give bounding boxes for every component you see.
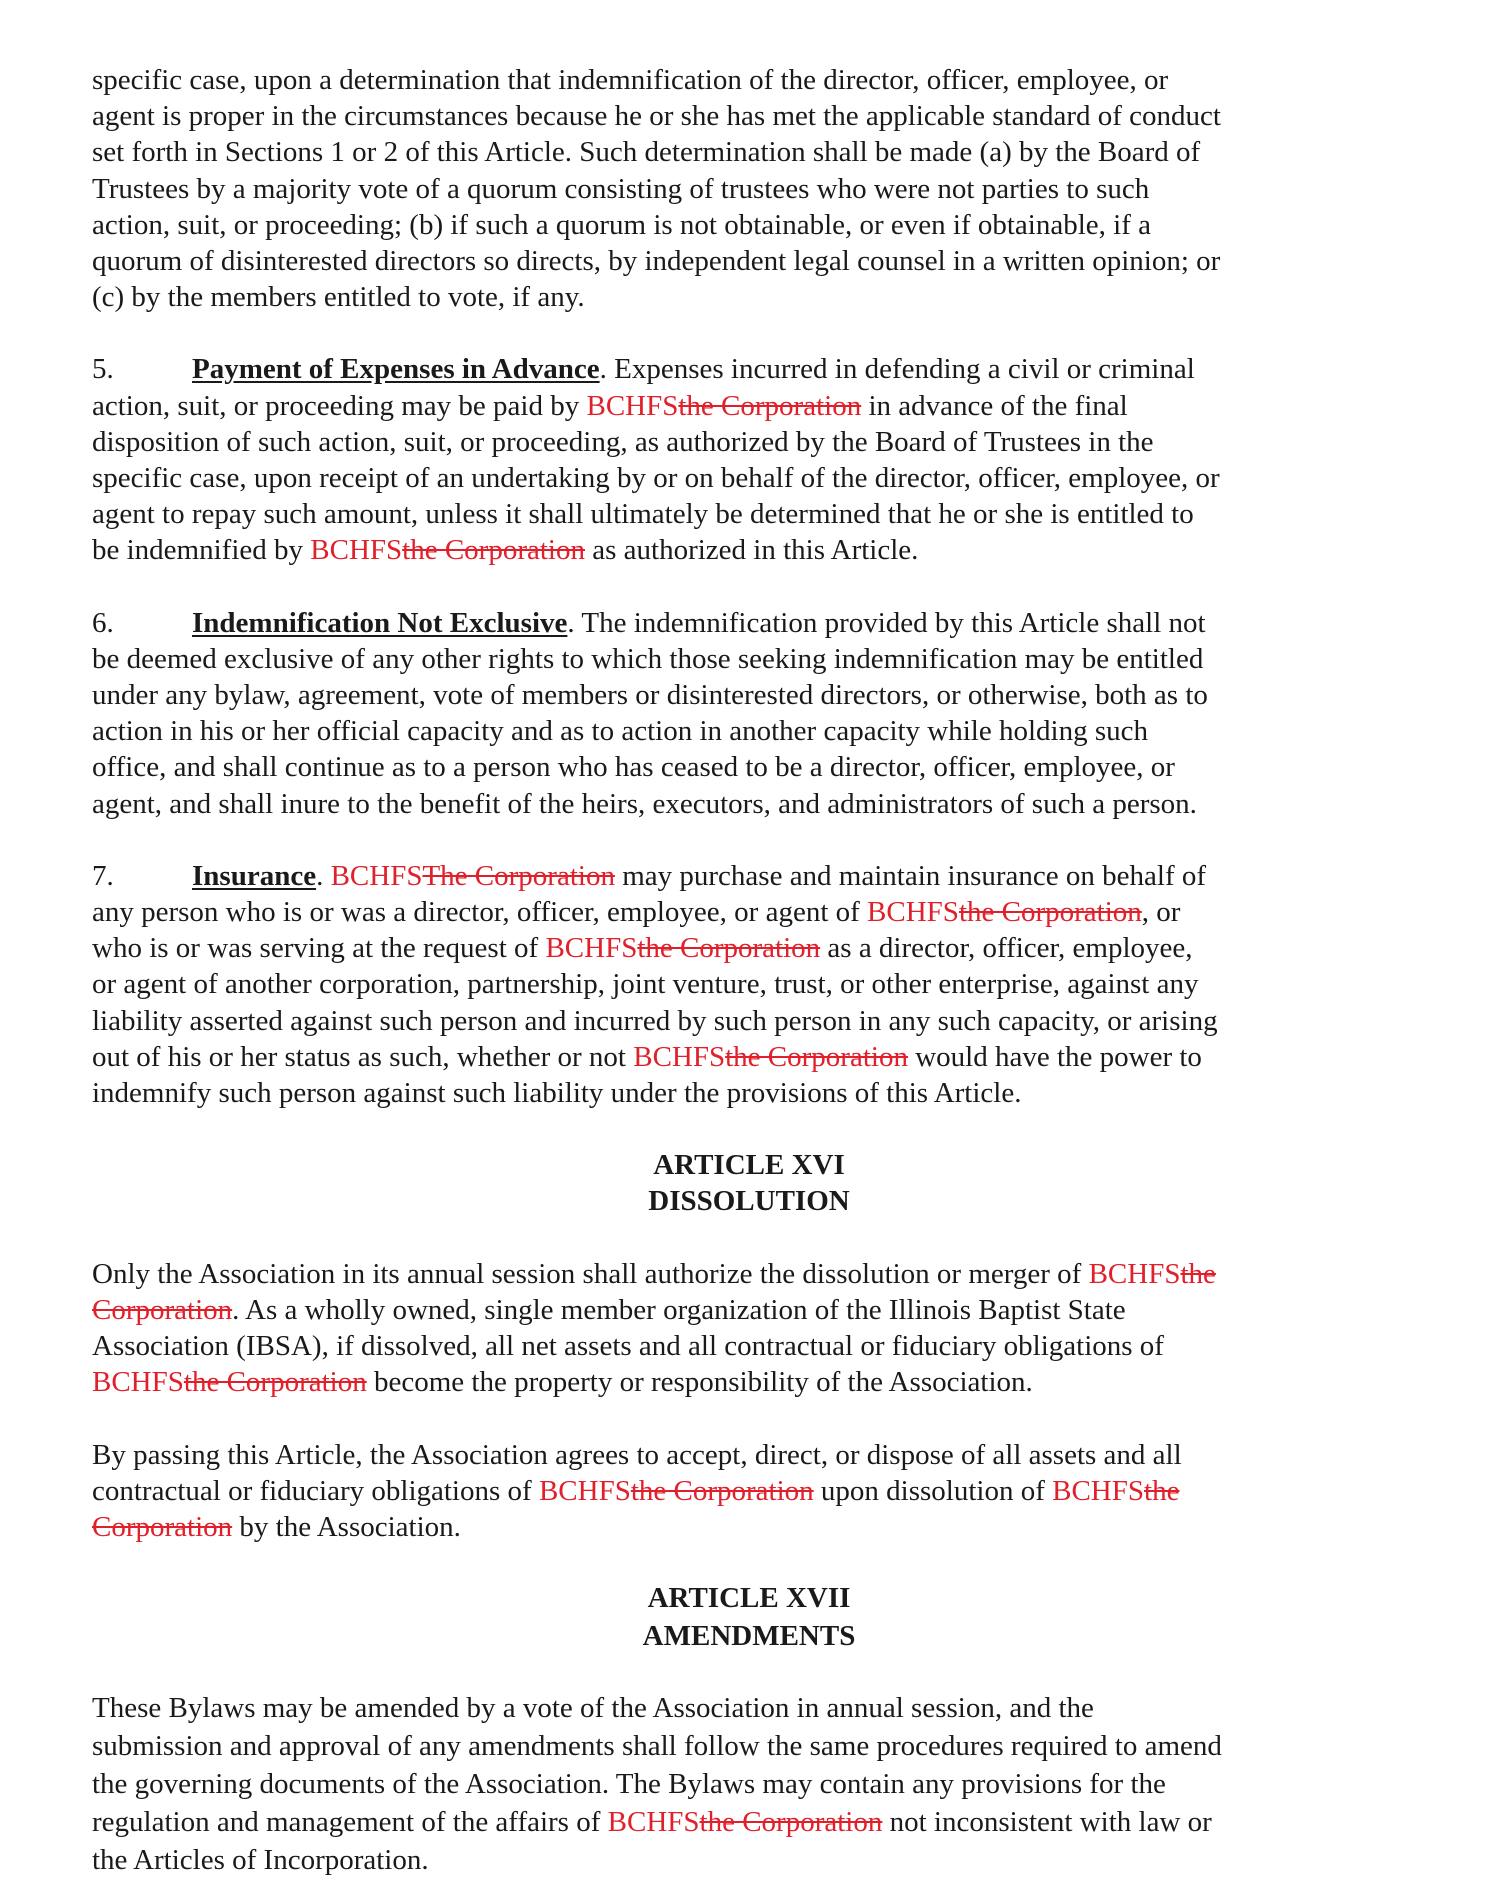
text-line: disposition of such action, suit, or proceeding, as authorized by the Board of Trustees in the xyxy=(92,425,1154,458)
text-line xyxy=(92,1803,1406,1841)
deleted-text: Corporation xyxy=(92,1293,233,1326)
text-line xyxy=(92,1364,1406,1400)
section-4-continuation xyxy=(92,62,1406,315)
inserted-text: BCHFS xyxy=(586,389,679,422)
inserted-text: BCHFS xyxy=(310,534,403,567)
text-line: These Bylaws may be amended by a vote of the Association in annual session, and the xyxy=(92,1692,1094,1725)
text-line xyxy=(92,1256,1406,1292)
section-5 xyxy=(92,351,1406,568)
text-line: indemnify such person against such liability under the provisions of this Article. xyxy=(92,1077,1022,1110)
inserted-text: BCHFS xyxy=(633,1040,726,1073)
text-line: quorum of disinterested directors so directs, by independent legal counsel in a written opinion; or xyxy=(92,245,1221,278)
article-16-paragraph-2 xyxy=(92,1437,1406,1546)
section-title: Insurance xyxy=(192,859,317,892)
text-line: agent, and shall inure to the benefit of the heirs, executors, and administrators of such a person. xyxy=(92,787,1197,820)
text-run: not inconsistent with law or xyxy=(882,1806,1212,1839)
text-run: regulation and management of the affairs of xyxy=(92,1806,608,1839)
article-number: ARTICLE XVI xyxy=(653,1149,845,1182)
section-number: 6. xyxy=(92,606,114,639)
text-run: , or xyxy=(1141,896,1181,929)
text-run: would have the power to xyxy=(907,1040,1202,1073)
text-line xyxy=(92,1292,1406,1328)
article-17-paragraph xyxy=(92,1689,1406,1879)
text-line: liability asserted against such person and incurred by such person in any such capacity, or arising xyxy=(92,1004,1218,1037)
article-title: DISSOLUTION xyxy=(648,1185,850,1218)
deleted-text: Corporation xyxy=(92,1510,233,1543)
text-line xyxy=(92,1509,1406,1545)
deleted-text: the Corporation xyxy=(183,1366,367,1399)
inserted-text: BCHFS xyxy=(330,859,423,892)
deleted-text: the Corporation xyxy=(725,1040,908,1073)
text-run: become the property or responsibility of the Association. xyxy=(366,1366,1033,1399)
text-line xyxy=(92,532,1406,568)
text-line xyxy=(92,894,1406,930)
text-line xyxy=(92,351,1406,387)
text-line xyxy=(92,388,1406,424)
inserted-text: BCHFS xyxy=(92,1366,184,1399)
text-run: . Expenses incurred in defending a civil or criminal xyxy=(599,353,1195,386)
text-line: agent to repay such amount, unless it shall ultimately be determined that he or she is entitled to xyxy=(92,498,1194,531)
text-run: may purchase and maintain insurance on behalf of xyxy=(614,859,1207,892)
text-run: in advance of the final xyxy=(861,389,1128,422)
text-run: . The indemnification provided by this Article shall not xyxy=(567,606,1206,639)
text-line: be deemed exclusive of any other rights to which those seeking indemnification may be entitled xyxy=(92,642,1204,675)
deleted-text: the xyxy=(1144,1474,1180,1507)
text-line: or agent of another corporation, partnership, joint venture, trust, or other enterprise, against any xyxy=(92,968,1199,1001)
deleted-text: The Corporation xyxy=(422,859,615,892)
text-run: Only the Association in its annual session shall authorize the dissolution or merger of xyxy=(92,1257,1089,1290)
text-run: contractual or fiduciary obligations of xyxy=(92,1474,539,1507)
article-16-heading xyxy=(92,1147,1406,1219)
section-6 xyxy=(92,605,1406,822)
text-line: the Articles of Incorporation. xyxy=(92,1844,429,1877)
text-line xyxy=(92,605,1406,641)
inserted-text: BCHFS xyxy=(1088,1257,1181,1290)
deleted-text: the Corporation xyxy=(958,896,1142,929)
section-number: 7. xyxy=(92,859,114,892)
inserted-text: BCHFS xyxy=(867,896,959,929)
article-17-heading xyxy=(92,1579,1406,1655)
text-run: upon dissolution of xyxy=(813,1474,1053,1507)
text-run: out of his or her status as such, whether or not xyxy=(92,1040,634,1073)
inserted-text: BCHFS xyxy=(545,932,638,965)
article-number: ARTICLE XVII xyxy=(647,1582,851,1615)
deleted-text: the Corporation xyxy=(637,932,821,965)
deleted-text: the Corporation xyxy=(699,1806,883,1839)
section-number: 5. xyxy=(92,353,114,386)
text-line: (c) by the members entitled to vote, if any. xyxy=(92,281,585,314)
text-run: . As a wholly owned, single member organization of the Illinois Baptist State xyxy=(232,1293,1126,1326)
text-line: set forth in Sections 1 or 2 of this Article. Such determination shall be made (a) by the Board of xyxy=(92,136,1201,169)
text-line: specific case, upon receipt of an undertaking by or on behalf of the director, officer, employee, or xyxy=(92,462,1220,495)
text-run: by the Association. xyxy=(232,1510,461,1543)
text-run: action, suit, or proceeding may be paid by xyxy=(92,389,587,422)
article-16-paragraph-1 xyxy=(92,1256,1406,1401)
text-line: Association (IBSA), if dissolved, all net assets and all contractual or fiduciary obligations of xyxy=(92,1330,1164,1363)
text-line: By passing this Article, the Association agrees to accept, direct, or dispose of all assets and all xyxy=(92,1438,1182,1471)
deleted-text: the Corporation xyxy=(402,534,585,567)
text-run: . xyxy=(316,859,331,892)
inserted-text: BCHFS xyxy=(538,1474,631,1507)
text-line: Trustees by a majority vote of a quorum consisting of trustees who were not parties to such xyxy=(92,172,1150,205)
section-7 xyxy=(92,858,1406,1111)
section-title: Payment of Expenses in Advance xyxy=(192,353,600,386)
text-run: who is or was serving at the request of xyxy=(92,932,546,965)
text-line: office, and shall continue as to a person who has ceased to be a director, officer, employee, or xyxy=(92,751,1175,784)
text-line: submission and approval of any amendments shall follow the same procedures required to amend xyxy=(92,1730,1222,1763)
inserted-text: BCHFS xyxy=(1052,1474,1145,1507)
deleted-text: the Corporation xyxy=(678,389,862,422)
text-line: agent is proper in the circumstances because he or she has met the applicable standard of conduct xyxy=(92,100,1221,133)
inserted-text: BCHFS xyxy=(607,1806,700,1839)
text-run: as a director, officer, employee, xyxy=(820,932,1193,965)
deleted-text: the xyxy=(1180,1257,1216,1290)
text-run: any person who is or was a director, officer, employee, or agent of xyxy=(92,896,868,929)
text-line: under any bylaw, agreement, vote of members or disinterested directors, or otherwise, both as to xyxy=(92,679,1208,712)
text-line: action, suit, or proceeding; (b) if such a quorum is not obtainable, or even if obtainable, if a xyxy=(92,208,1151,241)
deleted-text: the Corporation xyxy=(630,1474,814,1507)
article-title: AMENDMENTS xyxy=(642,1620,856,1653)
text-line xyxy=(92,1473,1406,1509)
text-line xyxy=(92,858,1406,894)
text-line xyxy=(92,1039,1406,1075)
text-line xyxy=(92,930,1406,966)
text-line: the governing documents of the Association. The Bylaws may contain any provisions for the xyxy=(92,1768,1166,1801)
text-line: action in his or her official capacity and as to action in another capacity while holding such xyxy=(92,715,1149,748)
text-run: be indemnified by xyxy=(92,534,311,567)
section-title: Indemnification Not Exclusive xyxy=(192,606,568,639)
text-line: specific case, upon a determination that indemnification of the director, officer, employee, or xyxy=(92,64,1169,96)
text-run: as authorized in this Article. xyxy=(584,534,919,567)
